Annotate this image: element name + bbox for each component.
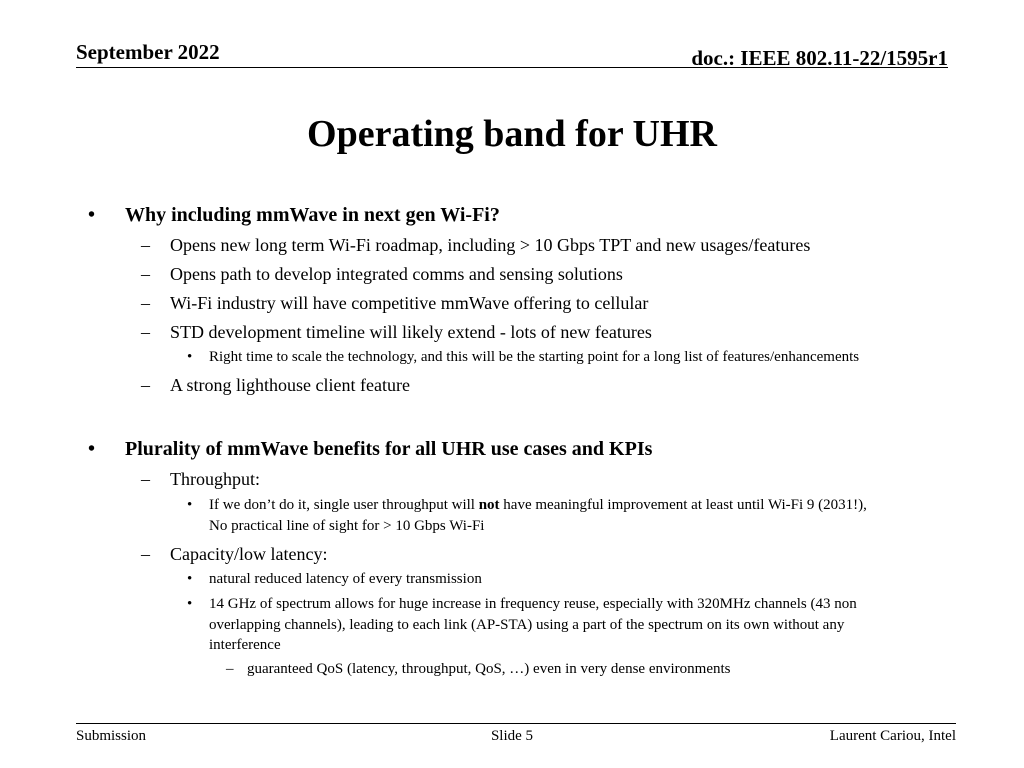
header-document-id: doc.: IEEE 802.11-22/1595r1 bbox=[691, 46, 948, 70]
dash-marker: – bbox=[141, 375, 150, 395]
slide-title: Operating band for UHR bbox=[307, 113, 717, 155]
dash-marker: – bbox=[141, 544, 150, 564]
list-item: Right time to scale the technology, and this will be the starting point for a long list of features/enhancements bbox=[209, 349, 860, 365]
bullet-marker: • bbox=[187, 497, 193, 513]
header-date: September 2022 bbox=[76, 40, 220, 64]
dash-marker: – bbox=[226, 661, 234, 677]
bullet-marker: • bbox=[187, 596, 193, 612]
bullet-heading: Why including mmWave in next gen Wi-Fi? bbox=[125, 204, 500, 226]
footer-divider bbox=[76, 723, 956, 724]
bullet-marker: • bbox=[88, 438, 96, 460]
list-item: Opens new long term Wi-Fi roadmap, including > 10 Gbps TPT and new usages/features bbox=[170, 235, 811, 255]
dash-marker: – bbox=[141, 264, 150, 284]
dash-marker: – bbox=[141, 293, 150, 313]
list-item bbox=[209, 497, 867, 514]
bullet-heading: Plurality of mmWave benefits for all UHR use cases and KPIs bbox=[125, 438, 653, 460]
list-item: Opens path to develop integrated comms and sensing solutions bbox=[170, 264, 623, 284]
list-item: guaranteed QoS (latency, throughput, QoS, …) even in very dense environments bbox=[247, 661, 731, 677]
dash-marker: – bbox=[141, 322, 150, 342]
bullet-marker: • bbox=[88, 204, 96, 226]
list-item: Wi-Fi industry will have competitive mmWave offering to cellular bbox=[170, 293, 649, 313]
list-item: Capacity/low latency: bbox=[170, 544, 328, 564]
list-item-text: have meaningful improvement at least until Wi-Fi 9 (2031!), bbox=[499, 497, 867, 513]
list-item: A strong lighthouse client feature bbox=[170, 375, 410, 395]
footer-author: Laurent Cariou, Intel bbox=[829, 728, 956, 744]
list-item: 14 GHz of spectrum allows for huge increase in frequency reuse, especially with 320MHz channels (43 non bbox=[209, 596, 857, 612]
list-item-continuation: overlapping channels), leading to each link (AP-STA) using a part of the spectrum on its own without any bbox=[209, 617, 845, 633]
list-item: STD development timeline will likely extend - lots of new features bbox=[170, 322, 652, 342]
list-item-continuation: interference bbox=[209, 637, 281, 653]
list-item-emphasis: not bbox=[478, 497, 500, 513]
footer-submission: Submission bbox=[76, 728, 147, 744]
list-item-continuation: No practical line of sight for > 10 Gbps Wi-Fi bbox=[209, 518, 485, 534]
dash-marker: – bbox=[141, 235, 150, 255]
footer-slide-number: Slide 5 bbox=[490, 728, 534, 744]
list-item: natural reduced latency of every transmission bbox=[209, 571, 482, 587]
header-divider bbox=[76, 67, 948, 68]
list-item-text: If we don’t do it, single user throughput will bbox=[209, 497, 479, 513]
bullet-marker: • bbox=[187, 349, 193, 365]
bullet-marker: • bbox=[187, 571, 193, 587]
dash-marker: – bbox=[141, 469, 150, 489]
list-item: Throughput: bbox=[170, 469, 260, 489]
